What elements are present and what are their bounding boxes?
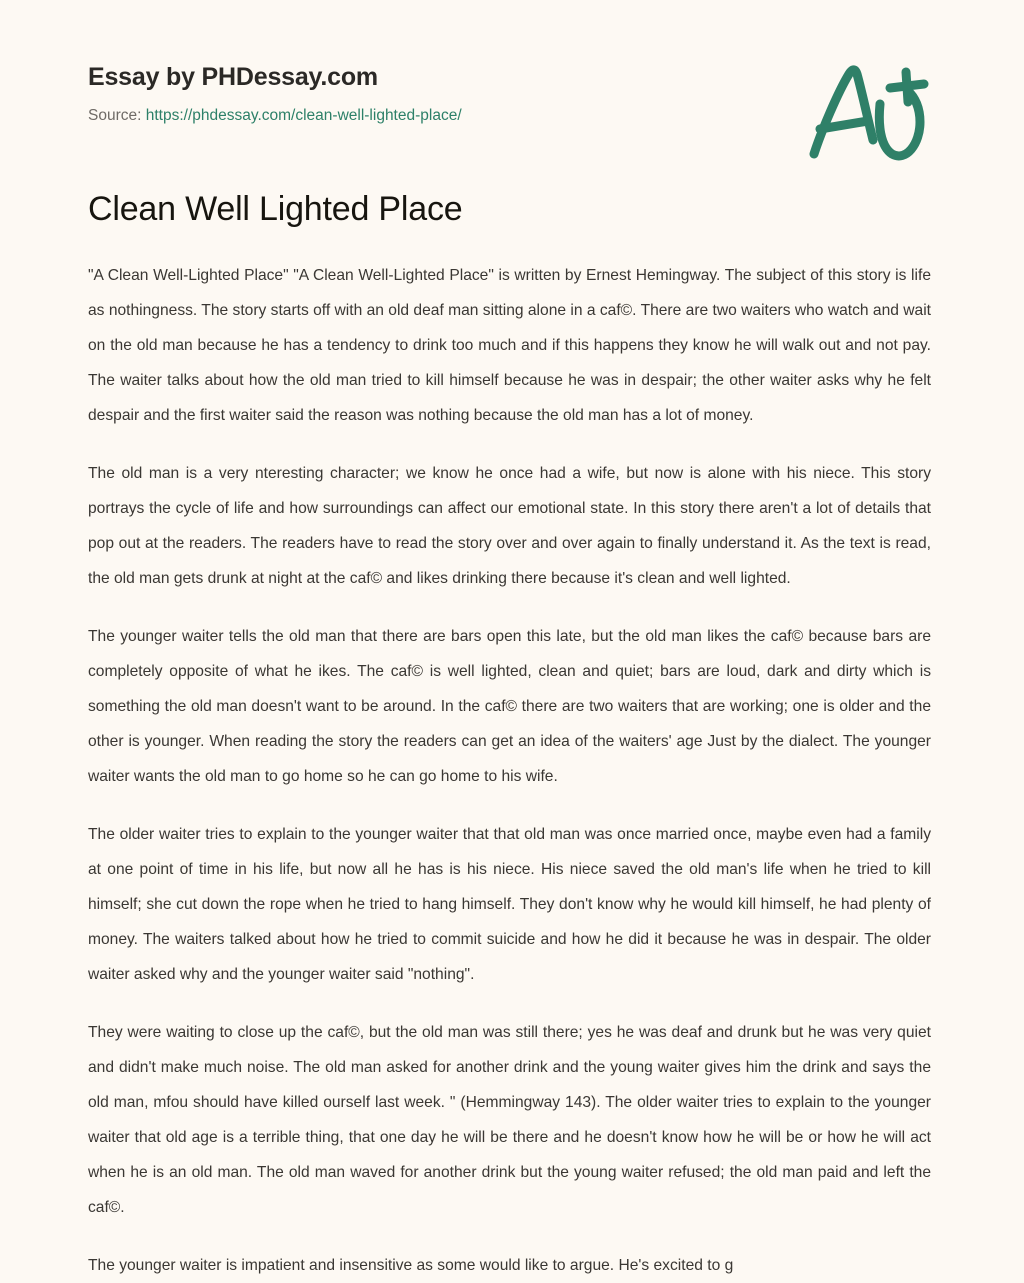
page-title: Clean Well Lighted Place: [88, 190, 463, 229]
essay-paragraph: The older waiter tries to explain to the younger waiter that that old man was once married once, maybe even had a family at one point of time in his life, but now all he has is his niece. His niece saved the old man's life when he tried to kill himself; she cut down the rope when he tried to hang himself. They don't know why he would kill himself, he had plenty of money. The waiters talked about how he tried to commit suicide and how he did it because he was in despair. The older waiter asked why and the younger waiter said "nothing".: [88, 825, 931, 983]
source-label: Source:: [88, 107, 142, 124]
essay-paragraph-truncated: The younger waiter is impatient and insensitive as some would like to argue. He's excited to g: [88, 1256, 734, 1274]
brand-title: Essay by PHDessay.com: [88, 63, 378, 91]
aplus-logo-icon: [794, 58, 944, 168]
essay-paragraph: They were waiting to close up the caf©, but the old man was still there; yes he was deaf and drunk but he was very quiet and didn't make much noise. The old man asked for another drink and the young waiter gives him the drink and says the old man, mfou should have killed ourself last week. " (Hemmingway 143). The older waiter tries to explain to the younger waiter that old age is a terrible thing, that one day he will be there and he doesn't know how he will be or how he will act when he is an old man. The old man waved for another drink but the young waiter refused; the old man paid and left the caf©.: [88, 1023, 931, 1216]
essay-paragraph: The younger waiter tells the old man that there are bars open this late, but the old man likes the caf© because bars are completely opposite of what he ikes. The caf© is well lighted, clean and quiet; bars are loud, dark and dirty which is something the old man doesn't want to be around. In the caf© there are two waiters that are working; one is older and the other is younger. When reading the story the readers can get an idea of the waiters' age Just by the dialect. The younger waiter wants the old man to go home so he can go home to his wife.: [88, 627, 931, 785]
source-url-link[interactable]: https://phdessay.com/clean-well-lighted-place/: [145, 107, 462, 124]
essay-paragraph: "A Clean Well-Lighted Place" "A Clean Well-Lighted Place" is written by Ernest Hemingway. The subject of this story is life as nothingness. The story starts off with an old deaf man sitting alone in a caf©. There are two waiters who watch and wait on the old man because he has a tendency to drink too much and if this happens they know he will walk out and not pay. The waiter talks about how the old man tried to kill himself because he was in despair; the other waiter asks why he felt despair and the first waiter said the reason was nothing because the old man has a lot of money.: [88, 266, 931, 424]
essay-paragraph: The old man is a very nteresting character; we know he once had a wife, but now is alone with his niece. This story portrays the cycle of life and how surroundings can affect our emotional state. In this story there aren't a lot of details that pop out at the readers. The readers have to read the story over and over again to finally understand it. As the text is read, the old man gets drunk at night at the caf© and likes drinking there because it's clean and well lighted.: [88, 464, 931, 587]
essay-body: [88, 258, 931, 1283]
page-header: [88, 0, 936, 126]
